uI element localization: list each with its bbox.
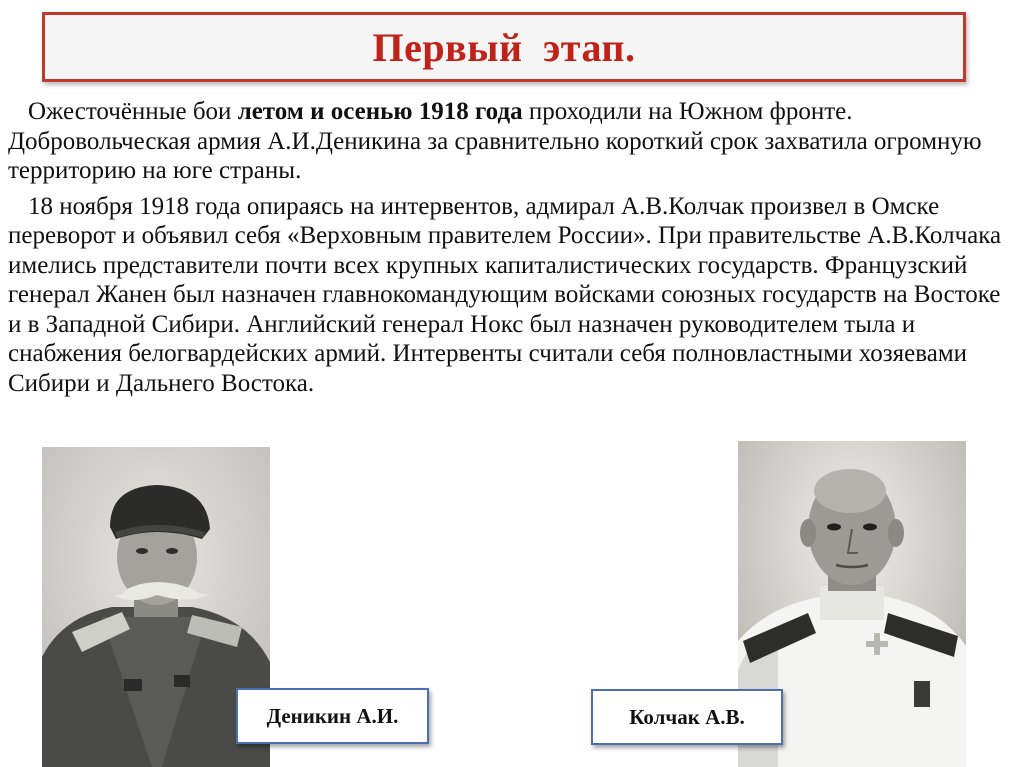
paragraph-1-start: Ожесточённые бои [28,98,238,125]
slide-title: Первый этап. [372,24,636,70]
paragraph-2: 18 ноября 1918 года опираясь на интервентов, адмирал А.В.Колчак произвел в Омске переворот и объявил себя «Верховным правителем России». При правительстве А.В.Колчака имелись представители почти всех крупных капиталистических государств. Французский генерал Жанен был назначен главнокомандующим войсками союзных государств на Востоке и в Западной Сибири. Английский генерал Нокс был назначен руководителем тыла и снабжения белогвардейских армий. Интервенты считали себя полновластными хозяевами Сибири и Дальнего Востока. [8,192,1002,397]
body-text [8,97,1016,398]
caption-kolchak [591,689,783,745]
caption-denikin [236,688,429,744]
caption-kolchak-text: Колчак А.В. [629,704,745,729]
paragraph-1-end: проходили на Южном фронте. Добровольческая армия А.И.Деникина за сравнительно короткий срок захватила огромную территорию на юге страны. [8,98,982,184]
caption-denikin-text: Деникин А.И. [266,703,399,728]
paragraph-1-bold: летом и осенью 1918 года [237,98,523,125]
paragraph-1 [8,97,1016,186]
title-box [42,12,966,82]
